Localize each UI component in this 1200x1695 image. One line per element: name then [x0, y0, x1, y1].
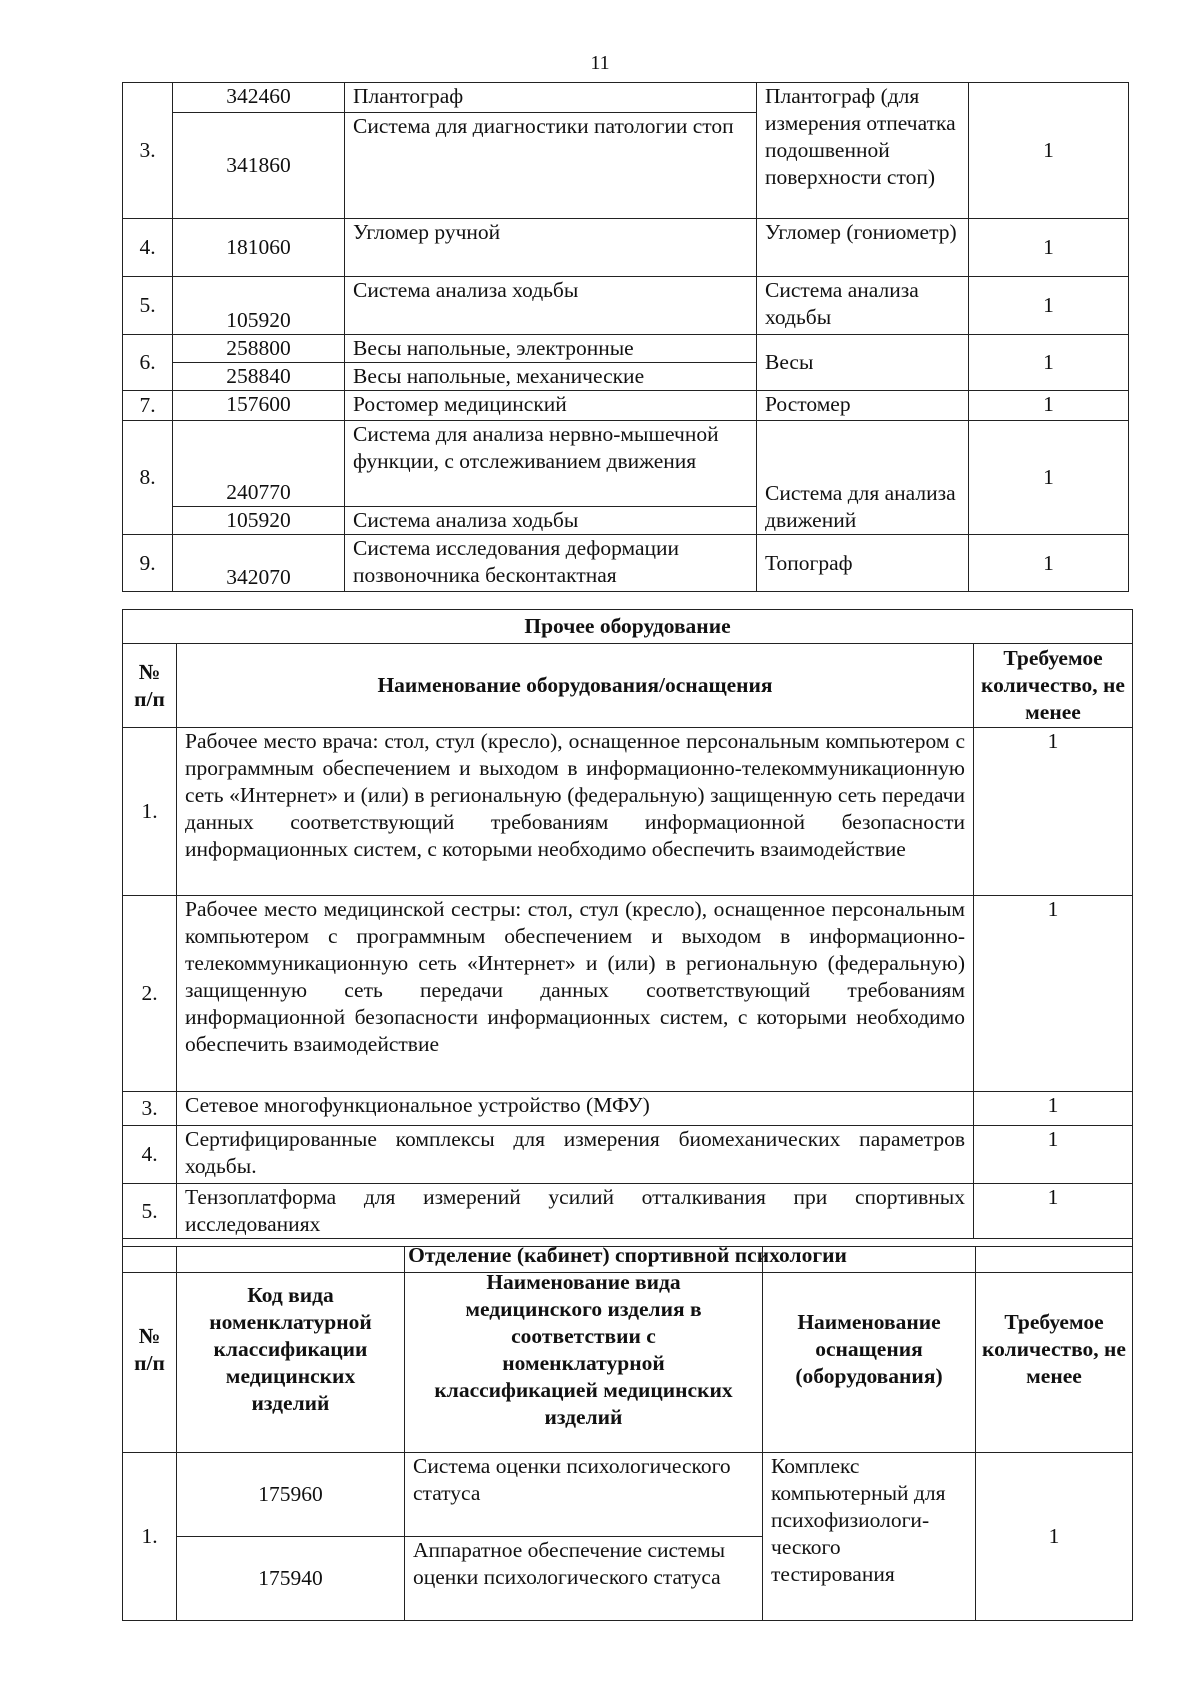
quantity-cell: 1 — [969, 277, 1129, 335]
equipment-name-cell: Весы — [757, 335, 969, 391]
header-number: № п/п — [123, 644, 177, 728]
table-row — [123, 391, 1129, 421]
code-cell: 258840 — [173, 363, 345, 391]
equipment-table — [122, 82, 1129, 592]
item-name-cell: Плантограф — [345, 83, 757, 113]
page-number: 11 — [590, 52, 610, 74]
quantity-cell: 1 — [974, 1126, 1133, 1184]
code-cell: 157600 — [173, 391, 345, 421]
psychology-equipment-table — [122, 1246, 1133, 1621]
header-equipment: Наименование оснащения (оборудования) — [763, 1247, 976, 1453]
item-name-cell: Система анализа ходьбы — [345, 507, 757, 535]
item-description: Рабочее место врача: стол, стул (кресло), оснащенное персональным компьютером с программным обеспечением и выходом в информационно-телекоммуникационную сеть «Интернет» и (или) в региональную (федеральную) защищенную сеть передачи данных соответствующий требованиям информационной безопасности информационных систем, с которыми необходимо обеспечить взаимодействие — [177, 728, 974, 896]
item-name-cell: Система для диагностики патологии стоп — [345, 113, 757, 219]
item-name-cell: Весы напольные, электронные — [345, 335, 757, 363]
code-cell: 175940 — [177, 1537, 405, 1621]
row-number: 4. — [123, 219, 173, 277]
row-number: 1. — [123, 728, 177, 896]
table-row — [123, 896, 1133, 1092]
equipment-name-cell: Топограф — [757, 535, 969, 592]
header-quantity: Требуемое количество, не менее — [976, 1247, 1133, 1453]
table-row — [123, 535, 1129, 592]
item-name-cell: Система для анализа нервно-мышечной функции, с отслеживанием движения — [345, 421, 757, 507]
item-name-cell: Система анализа ходьбы — [345, 277, 757, 335]
equipment-name-cell: Ростомер — [757, 391, 969, 421]
item-name-cell: Угломер ручной — [345, 219, 757, 277]
section-title-row — [123, 610, 1133, 644]
quantity-cell: 1 — [969, 421, 1129, 535]
row-number: 3. — [123, 1092, 177, 1126]
item-name-cell: Система исследования деформации позвоночника бесконтактная — [345, 535, 757, 592]
section-title: Отделение (кабинет) спортивной психологии — [123, 1239, 1133, 1273]
code-cell: 258800 — [173, 335, 345, 363]
item-name-cell: Аппаратное обеспечение системы оценки психологического статуса — [405, 1537, 763, 1621]
header-device-name: Наименование вида медицинского изделия в соответствии с номенклатурной классификацией медицинских изделий — [405, 1247, 763, 1453]
quantity-cell: 1 — [969, 83, 1129, 219]
item-name-cell: Весы напольные, механические — [345, 363, 757, 391]
row-number: 8. — [123, 421, 173, 535]
table-row — [123, 1092, 1133, 1126]
quantity-cell: 1 — [974, 896, 1133, 1092]
item-name-cell: Система оценки психологического статуса — [405, 1453, 763, 1537]
table-row — [123, 219, 1129, 277]
quantity-cell: 1 — [969, 219, 1129, 277]
item-description: Тензоплатформа для измерений усилий отталкивания при спортивных исследованиях — [177, 1184, 974, 1239]
code-cell: 105920 — [173, 277, 345, 335]
item-name-cell: Ростомер медицинский — [345, 391, 757, 421]
row-number: 2. — [123, 896, 177, 1092]
equipment-name-cell: Система анализа ходьбы — [757, 277, 969, 335]
quantity-cell: 1 — [976, 1453, 1133, 1621]
table-row — [123, 421, 1129, 507]
item-description: Рабочее место медицинской сестры: стол, стул (кресло), оснащенное персональным компьютером с программным обеспечением и выходом в информационно-телекоммуникационную сеть «Интернет» и (или) в региональную (федеральную) защищенную сеть передачи данных соответствующий требованиям информационной безопасности информационных систем, с которыми необходимо обеспечить взаимодействие — [177, 896, 974, 1092]
header-name: Наименование оборудования/оснащения — [177, 644, 974, 728]
quantity-cell: 1 — [974, 1184, 1133, 1239]
equipment-name-cell: Плантограф (для измерения отпечатка подошвенной поверхности стоп) — [757, 83, 969, 219]
table-header-row — [123, 1247, 1133, 1453]
row-number: 1. — [123, 1453, 177, 1621]
row-number: 5. — [123, 277, 173, 335]
header-code: Код вида номенклатурной классификации медицинских изделий — [177, 1247, 405, 1453]
table-row — [123, 1126, 1133, 1184]
other-equipment-table — [122, 609, 1133, 1273]
code-cell: 105920 — [173, 507, 345, 535]
table-row — [123, 728, 1133, 896]
section-title: Прочее оборудование — [123, 610, 1133, 644]
code-cell: 240770 — [173, 421, 345, 507]
quantity-cell: 1 — [974, 728, 1133, 896]
code-cell: 342460 — [173, 83, 345, 113]
equipment-name-cell: Комплекс компьютерный для психофизиологи-ческого тестирования — [763, 1453, 976, 1621]
equipment-name-cell: Угломер (гониометр) — [757, 219, 969, 277]
quantity-cell: 1 — [969, 391, 1129, 421]
quantity-cell: 1 — [969, 335, 1129, 391]
code-cell: 342070 — [173, 535, 345, 592]
header-number: № п/п — [123, 1247, 177, 1453]
table-row — [123, 277, 1129, 335]
code-cell: 181060 — [173, 219, 345, 277]
row-number: 3. — [123, 83, 173, 219]
table-row — [123, 335, 1129, 363]
item-description: Сертифицированные комплексы для измерения биомеханических параметров ходьбы. — [177, 1126, 974, 1184]
row-number: 9. — [123, 535, 173, 592]
code-cell: 341860 — [173, 113, 345, 219]
quantity-cell: 1 — [969, 535, 1129, 592]
quantity-cell: 1 — [974, 1092, 1133, 1126]
row-number: 4. — [123, 1126, 177, 1184]
row-number: 6. — [123, 335, 173, 391]
equipment-name-cell: Система для анализа движений — [757, 421, 969, 535]
table-row — [123, 1453, 1133, 1537]
table-header-row — [123, 644, 1133, 728]
table-row — [123, 83, 1129, 113]
item-description: Сетевое многофункциональное устройство (МФУ) — [177, 1092, 974, 1126]
header-quantity: Требуемое количество, не менее — [974, 644, 1133, 728]
code-cell: 175960 — [177, 1453, 405, 1537]
row-number: 5. — [123, 1184, 177, 1239]
row-number: 7. — [123, 391, 173, 421]
table-row — [123, 1184, 1133, 1239]
